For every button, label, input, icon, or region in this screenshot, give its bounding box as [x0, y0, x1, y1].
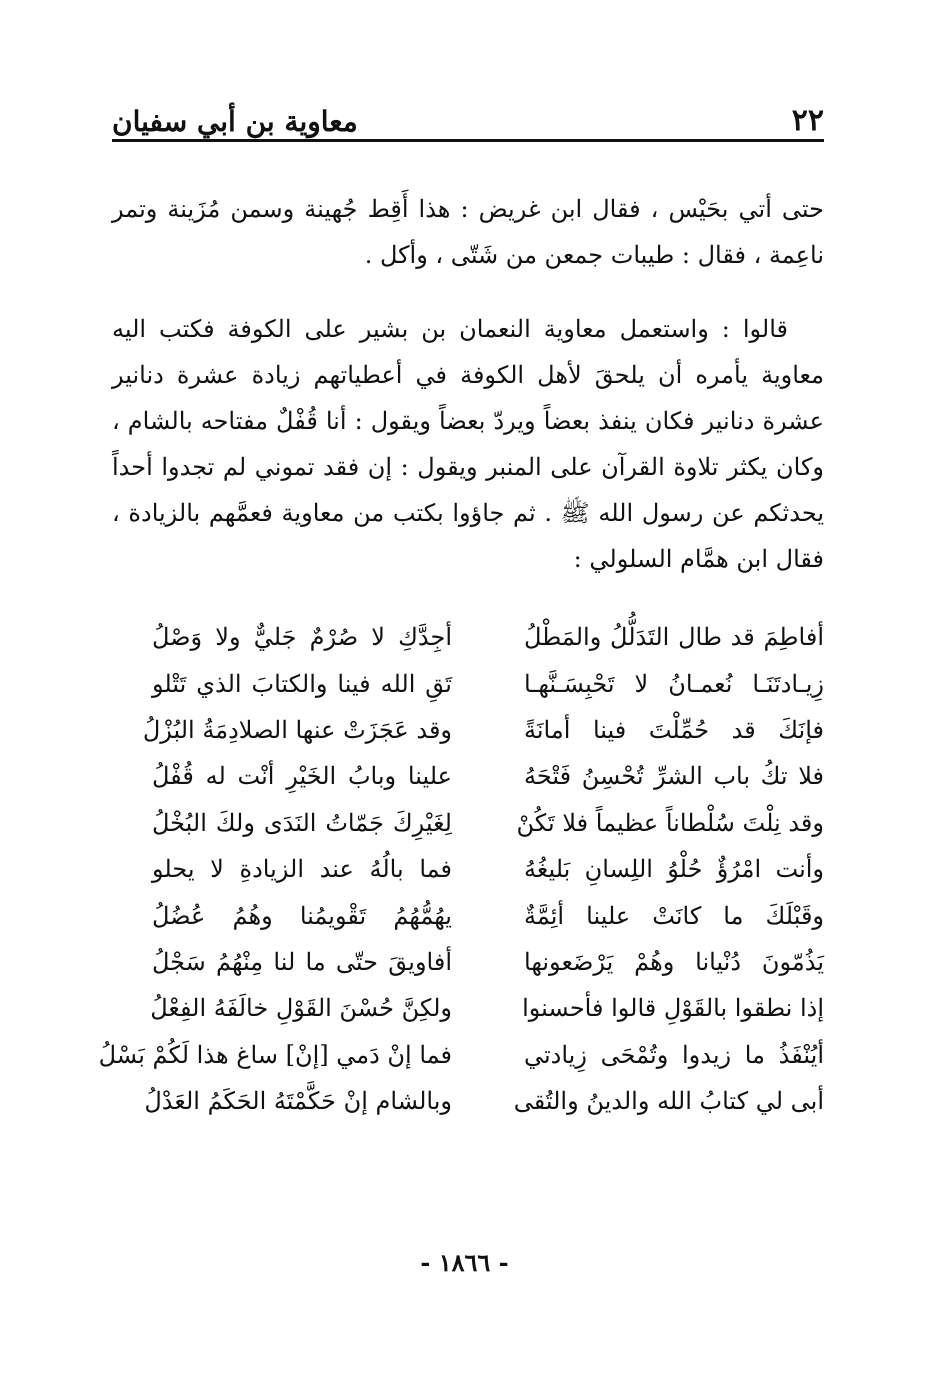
verse-first-hemistich: زِيـادتَنَـا نُعمـانُ لا تَحْبِسَـنَّهـا: [524, 669, 824, 698]
verse-first-hemistich: فإنَكَ قد حُمِّلْتَ فينا أمانَةً: [524, 715, 824, 744]
verse-first-hemistich: وأنت امْرُؤٌ حُلْوُ اللِسانِ بَليغُهُ: [524, 855, 824, 884]
verse-second-hemistich: أفاويقَ حتّى ما لنا مِنْهُمُ سَجْلُ: [152, 947, 452, 976]
poem: [98, 614, 824, 1124]
poem-verse: [152, 892, 824, 938]
paragraph-2: قالوا : واستعمل معاوية النعمان بن بشير على الكوفة فكتب اليه معاوية يأمره أن يلحقَ لأهل الكوفة في أعطياتهم زيادة عشرة دنانير عشرة دنانير فكان ينفذ بعضاً ويردّ بعضاً ويقول : أنا قُفْلٌ مفتاحه بالشام ، وكان يكثر تلاوة القرآن على المنبر ويقول : إن فقد تموني لم تجدوا أحداً يحدثكم عن رسول الله ﷺ . ثم جاؤوا بكتب من معاوية فعمَّهم بالزيادة ، فقال ابن همَّام السلولي :: [112, 315, 824, 573]
verse-first-hemistich: إذا نطقوا بالقَوْلِ قالوا فأحسنوا: [522, 994, 824, 1023]
verse-second-hemistich: أجِدَّكِ لا صُرْمٌ جَليٌّ ولا وَصْلُ: [152, 623, 452, 652]
verse-first-hemistich: وقد نِلْتَ سُلْطاناً عظيماً فلا تَكُنْ: [516, 808, 824, 837]
verse-first-hemistich: فلا تكُ باب الشرِّ تُحْسِنُ فَتْحَهُ: [524, 762, 824, 791]
verse-second-hemistich: ولكِنَّ حُسْنَ القَوْلِ خالَفَهُ الفِعْلُ: [150, 994, 452, 1023]
header-rule: [112, 139, 824, 142]
poem-verse: [152, 800, 824, 846]
paragraph-1: حتى أتي بحَيْس ، فقال ابن غريض : هذا أَقِط جُهينة وسمن مُزَينة وتمر ناعِمة ، فقال : طيبات جمعن من شَتّى ، وأكل .: [112, 195, 824, 269]
verse-second-hemistich: علينا وبابُ الخَيْرِ أنْت له قُفْلُ: [152, 762, 452, 791]
poem-verse: [152, 753, 824, 799]
verse-first-hemistich: أيُنْفَذُ ما زيدوا وتُمْحَى زِيادتي: [524, 1040, 824, 1069]
poem-verse: [98, 1032, 824, 1078]
poem-verse: [152, 846, 824, 892]
page-header: [112, 86, 824, 138]
page-footer-number: - ١٨٦٦ -: [420, 1248, 509, 1277]
verse-first-hemistich: أفاطِمَ قد طال التَدَلُّلُ والمَطْلُ: [524, 623, 824, 652]
running-title: معاوية بن أبي سفيان: [112, 105, 358, 138]
verse-second-hemistich: يهُمُّهُمُ تَقْويمُنا وهُمُ عُضُلُ: [152, 901, 452, 930]
poem-verse: [152, 614, 824, 660]
poem-verse: [152, 939, 824, 985]
verse-second-hemistich: وقد عَجَزَتْ عنها الصلادِمَةُ البُزْلُ: [142, 715, 452, 744]
verse-second-hemistich: فما إنْ دَمي [إنْ] ساغ هذا لَكُمْ بَسْلُ: [98, 1040, 452, 1069]
poem-verse: [144, 1078, 824, 1124]
verse-first-hemistich: يَذُمّونَ دُنْيانا وهُمْ يَرْضَعونها: [524, 947, 824, 976]
poem-verse: [152, 660, 824, 706]
poem-verse: [152, 985, 824, 1031]
verse-first-hemistich: أبى لي كتابُ الله والدينُ والتُقى: [513, 1087, 824, 1116]
verse-second-hemistich: تَقِ الله فينا والكتابَ الذي تَتْلو: [152, 669, 452, 698]
verse-second-hemistich: لِغَيْرِكَ جَمّاتُ النَدَى ولكَ البُخْلُ: [152, 808, 452, 837]
poem-verse: [142, 707, 824, 753]
verse-second-hemistich: وبالشام إنْ حَكَّمْتَهُ الحَكَمُ العَدْلُ: [144, 1087, 452, 1116]
page-number: ٢٢: [791, 103, 824, 138]
verse-second-hemistich: فما بالُهُ عند الزيادةِ لا يحلو: [152, 855, 452, 884]
verse-first-hemistich: وقَبْلَكَ ما كانَتْ علينا أئِمَّةٌ: [524, 901, 824, 930]
